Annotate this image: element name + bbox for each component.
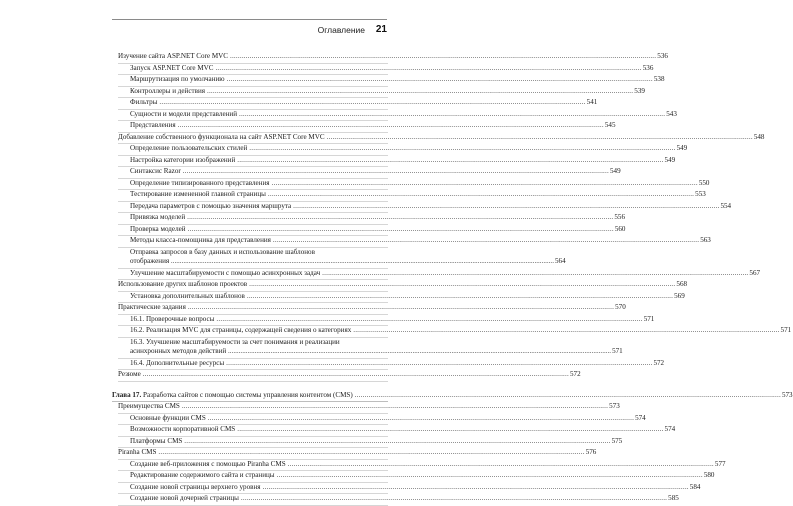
toc-entry-page: 571 (612, 347, 623, 355)
toc-entry-title-continued: асинхронных методов действий ..... (130, 347, 611, 357)
toc-entry[interactable] (118, 75, 665, 87)
toc-entry[interactable] (118, 358, 665, 371)
toc-entry-title: Использование других шаблонов проектов ..... (118, 280, 675, 290)
toc-entry-page: 572 (569, 370, 581, 378)
toc-entry-page: 567 (749, 268, 761, 277)
header-rule (112, 19, 387, 20)
toc-entry-title: Основные функции CMS ..... (130, 414, 634, 424)
toc-entry-title: Платформы CMS ..... (130, 437, 611, 447)
toc-entry-title: Преимущества CMS ..... (118, 402, 608, 412)
toc-entry-page: 569 (674, 291, 685, 300)
toc-entry-title: Запуск ASP.NET Core MVC ..... (130, 64, 642, 74)
toc-entry-title: 16.2. Реализация MVC для страницы, содержащей сведения о категориях ..... (130, 326, 780, 336)
toc-chapter-label: Глава 17. (112, 390, 142, 399)
toc-entry-page: 572 (653, 358, 665, 367)
toc-entry-title: Определение типизированного представления ..... (130, 179, 698, 189)
toc-entry[interactable] (118, 337, 623, 359)
toc-entry-page: 576 (585, 448, 597, 456)
toc-entry-title: Установка дополнительных шаблонов ..... (130, 292, 673, 302)
header-page-number: 21 (375, 24, 387, 35)
toc-entry[interactable] (118, 247, 566, 269)
toc-entry[interactable] (118, 436, 623, 449)
toc-entry-page: 550 (698, 178, 710, 187)
toc-entry-title: Возможности корпоративной CMS ..... (130, 425, 664, 435)
toc-entry[interactable] (118, 132, 765, 145)
toc-entry-title: Создание веб-приложения с помощью Piranha CMS ..... (130, 460, 714, 470)
toc-entry[interactable] (118, 109, 677, 122)
toc-entry[interactable] (118, 402, 620, 414)
toc-entry-title: Определение пользовательских стилей ..... (130, 144, 676, 154)
toc-entry-title: Отправка запросов в базу данных и использование шаблонов (130, 247, 315, 256)
toc-entry[interactable] (118, 280, 688, 292)
toc-entry-title: Маршрутизация по умолчанию ..... (130, 75, 653, 85)
toc-entry-page: 545 (604, 121, 616, 129)
toc-entry[interactable] (118, 213, 626, 225)
toc-entry-title: Создание новой дочерней страницы ..... (130, 494, 667, 504)
toc-entry[interactable] (118, 425, 676, 437)
toc-entry[interactable] (118, 178, 710, 191)
toc-entry[interactable] (118, 167, 621, 179)
toc-entry-title: Представления ..... (130, 121, 604, 131)
toc-entry-page: 549 (609, 167, 621, 175)
toc-entry[interactable] (118, 291, 685, 304)
toc-entry-page: 548 (753, 132, 765, 141)
toc-entry-title: Практические задания ..... (118, 303, 614, 313)
toc-entry-page: 541 (586, 98, 598, 106)
toc-entry-page: 573 (781, 390, 793, 399)
toc-entry-page: 580 (703, 471, 715, 479)
toc-entry-page: 585 (668, 494, 679, 502)
toc-entry-page: 575 (611, 436, 623, 445)
toc-entry-page: 577 (714, 459, 726, 468)
toc-entry-title: Привязка моделей ..... (130, 213, 613, 223)
toc-entry-title: Резюме ..... (118, 370, 569, 380)
toc-entry[interactable] (118, 63, 654, 76)
toc-entry[interactable] (118, 86, 645, 99)
toc-entry[interactable] (118, 326, 792, 338)
toc-entry-page: 571 (780, 326, 792, 334)
toc-entry-page: 554 (720, 201, 732, 210)
toc-entry-page: 574 (664, 425, 676, 433)
toc-entry-title: Передача параметров с помощью значения маршрута ..... (130, 202, 719, 212)
toc-entry[interactable] (118, 190, 706, 202)
table-of-contents (112, 52, 793, 506)
running-header (0, 19, 500, 43)
toc-entry-page: 549 (676, 144, 688, 152)
toc-entry-page: 570 (615, 303, 626, 311)
toc-entry[interactable] (118, 448, 597, 460)
toc-entry-page: 568 (676, 280, 688, 288)
toc-entry-page: 553 (695, 190, 706, 198)
toc-entry-title: Добавление собственного функционала на сайт ASP.NET Core MVC ..... (118, 133, 753, 143)
toc-entry-page: 584 (689, 482, 701, 491)
toc-entry-title: Тестирование измененной главной страницы ..... (130, 190, 694, 200)
toc-entry[interactable] (118, 370, 581, 382)
toc-entry-page: 539 (634, 86, 645, 95)
toc-entry-title: 16.4. Дополнительные ресурсы ..... (130, 359, 652, 369)
toc-entry-title: Piranha CMS ..... (118, 448, 585, 458)
toc-entry[interactable] (118, 459, 726, 472)
toc-chapter-entry[interactable] (112, 390, 793, 403)
toc-entry-page: 560 (614, 224, 626, 233)
toc-entry-page: 574 (635, 413, 646, 422)
toc-entry-title-continued: отображения ..... (130, 257, 554, 267)
toc-entry-title: Проверка моделей ..... (130, 225, 614, 235)
toc-entry-title: Контроллеры и действия ..... (130, 87, 633, 97)
toc-entry-page: 564 (554, 257, 566, 265)
toc-entry[interactable] (118, 303, 626, 315)
toc-entry[interactable] (118, 268, 761, 281)
toc-entry-page: 573 (609, 402, 620, 410)
toc-entry-title: Редактирование содержимого сайта и страницы ..... (130, 471, 703, 481)
toc-entry-page: 536 (642, 63, 654, 72)
toc-entry[interactable] (118, 144, 688, 156)
toc-entry-title: 16.1. Проверочные вопросы ..... (130, 315, 643, 325)
toc-entry[interactable] (118, 121, 616, 133)
toc-entry-page: 571 (643, 314, 655, 323)
toc-entry-page: 538 (653, 75, 665, 83)
toc-entry[interactable] (118, 155, 676, 168)
toc-entry-title: Синтаксис Razor ..... (130, 167, 609, 177)
toc-entry[interactable] (118, 224, 626, 237)
toc-chapter-name: Разработка сайтов с помощью системы управления контентом (CMS) (143, 390, 353, 399)
header-section-title: Оглавление (317, 25, 365, 35)
toc-entry-page: 556 (614, 213, 626, 221)
toc-entry-title: Изучение сайта ASP.NET Core MVC ..... (118, 52, 656, 62)
toc-entry-title: Создание новой страницы верхнего уровня ..... (130, 483, 689, 493)
toc-entry[interactable] (118, 482, 701, 495)
toc-entry-page: 536 (657, 52, 668, 60)
toc-entry-title: Методы класса-помощника для представления ..... (130, 236, 699, 246)
toc-entry[interactable] (118, 494, 679, 506)
toc-entry-page: 563 (700, 236, 711, 244)
toc-entry-page: 549 (664, 155, 676, 164)
toc-entry-title: 16.3. Улучшение масштабируемости за счет понимания и реализации (130, 337, 340, 346)
toc-entry-title: Фильтры ..... (130, 98, 586, 108)
toc-entry[interactable] (118, 471, 715, 483)
toc-entry-page: 543 (666, 109, 677, 118)
toc-entry[interactable] (118, 314, 655, 327)
toc-entry[interactable] (118, 413, 646, 426)
toc-entry-title: Улучшение масштабируемости с помощью асинхронных задач ..... (130, 269, 748, 279)
toc-chapter-title (112, 391, 781, 401)
toc-entry-title: Сущности и модели представлений ..... (130, 110, 665, 120)
toc-entry[interactable] (118, 98, 598, 110)
toc-entry[interactable] (118, 52, 668, 64)
toc-entry-title: Настройка категории изображений ..... (130, 156, 664, 166)
toc-entry[interactable] (118, 201, 732, 214)
toc-entry[interactable] (118, 236, 711, 248)
